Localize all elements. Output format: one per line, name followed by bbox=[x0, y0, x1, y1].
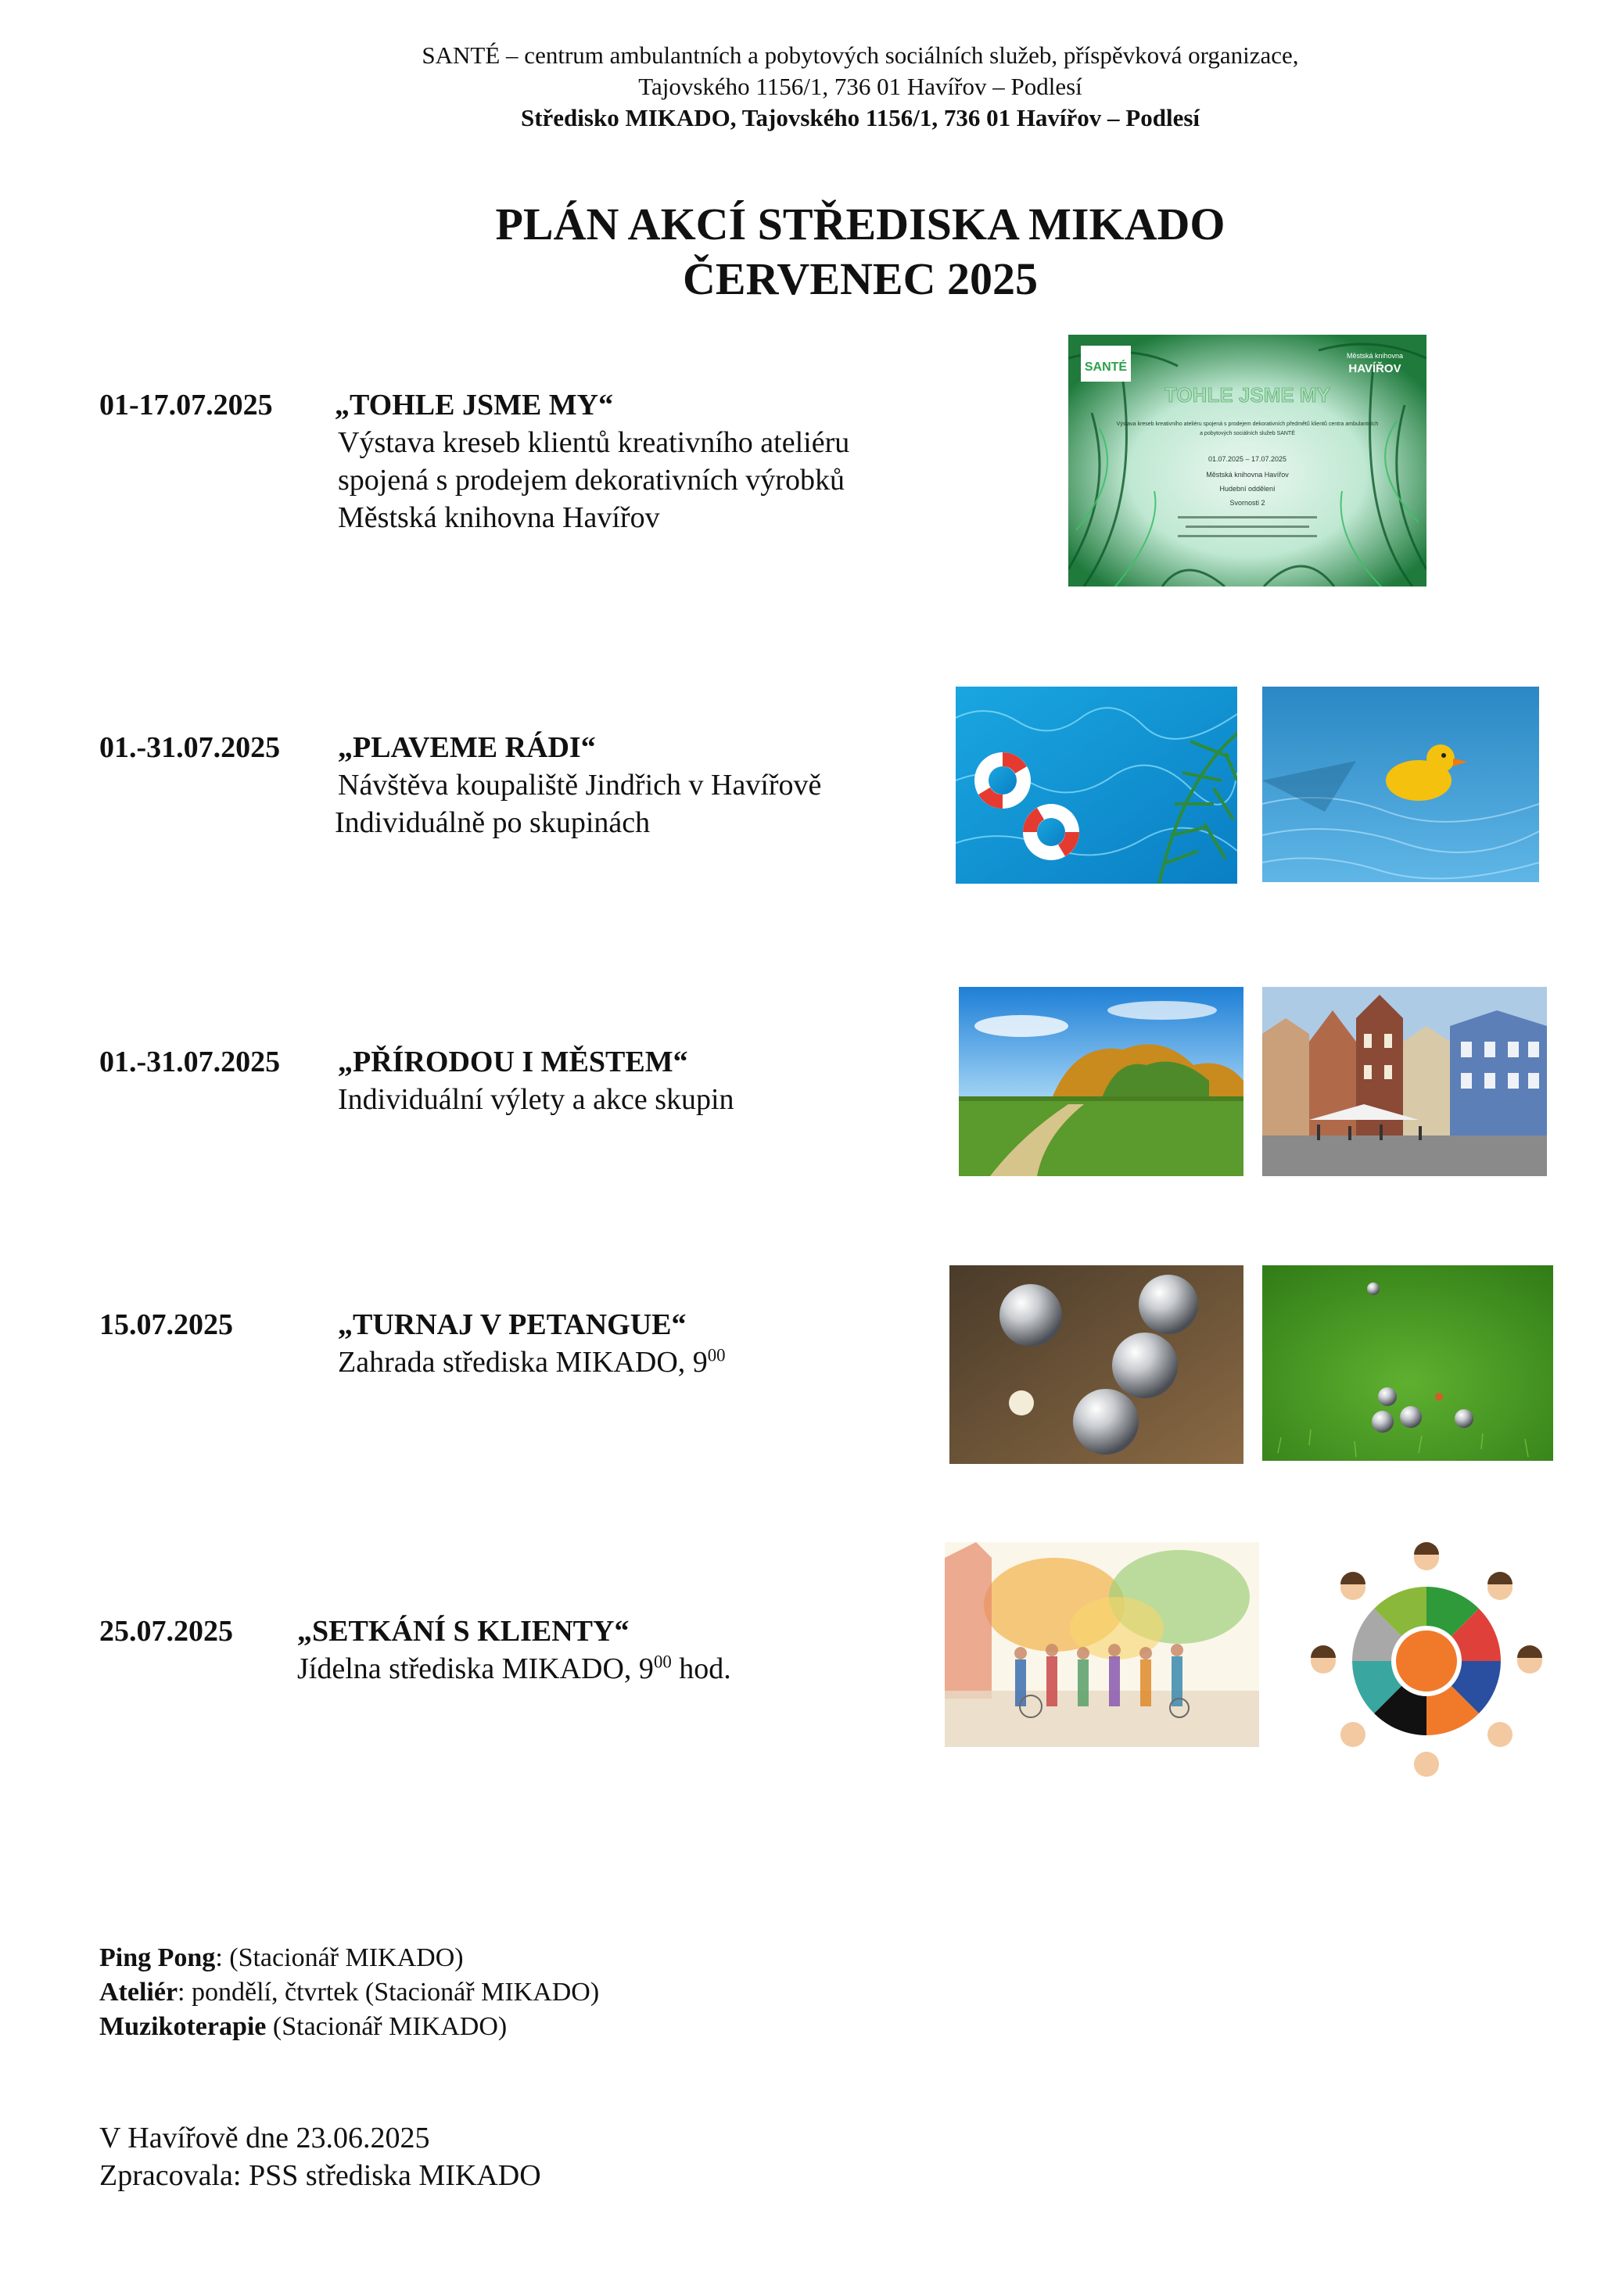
event-description: Výstava kreseb klientů kreativního ateliéru bbox=[338, 426, 850, 459]
header-center: Středisko MIKADO, Tajovského 1156/1, 736 01 Havířov – Podlesí bbox=[520, 104, 1200, 131]
event-title: „TURNAJ V PETANGUE“ bbox=[338, 1308, 687, 1341]
event-title: „PLAVEME RÁDI“ bbox=[338, 731, 596, 764]
event-date: 01-17.07.2025 bbox=[99, 389, 273, 422]
page-subtitle: ČERVENEC 2025 bbox=[683, 253, 1038, 304]
event-date: 25.07.2025 bbox=[99, 1615, 233, 1648]
event-title: „TOHLE JSME MY“ bbox=[335, 389, 614, 422]
old-town-square-image bbox=[1262, 987, 1547, 1176]
event-date: 15.07.2025 bbox=[99, 1308, 233, 1341]
exhibition-poster bbox=[1068, 335, 1426, 587]
page-title: PLÁN AKCÍ STŘEDISKA MIKADO bbox=[495, 199, 1225, 249]
place-and-date: V Havířově dne 23.06.2025 bbox=[99, 2122, 430, 2154]
event-description: Návštěva koupaliště Jindřich v Havířově bbox=[338, 769, 822, 802]
poster-place: Hudební oddělení bbox=[1219, 485, 1276, 493]
poster-logo-library: HAVÍŘOV bbox=[1348, 362, 1401, 375]
poster-place: Svornosti 2 bbox=[1229, 499, 1265, 507]
poster-heading: TOHLE JSME MY bbox=[1164, 383, 1330, 407]
event-location: Zahrada střediska MIKADO, $9^{00}$ bbox=[338, 1345, 726, 1379]
event-location: Městská knihovna Havířov bbox=[338, 501, 660, 534]
petanque-balls-on-grass-image bbox=[1262, 1265, 1553, 1461]
event-title: „PŘÍRODOU I MĚSTEM“ bbox=[338, 1046, 688, 1078]
activity-atelier: Ateliér: pondělí, čtvrtek (Stacionář MIKADO) bbox=[99, 1978, 600, 2007]
poster-text: Výstava kreseb kreativního ateliéru spojená s prodejem dekorativních předmětů klientů centra ambulantních bbox=[1116, 422, 1379, 427]
poster-logo-sante: SANTÉ bbox=[1084, 361, 1128, 374]
petanque-balls-on-gravel-image bbox=[949, 1265, 1243, 1464]
poster-text: a pobytových sociálních služeb SANTÉ bbox=[1200, 431, 1295, 436]
event-date: 01.-31.07.2025 bbox=[99, 1046, 281, 1078]
event-description: spojená s prodejem dekorativních výrobků bbox=[338, 464, 845, 497]
event-title: „SETKÁNÍ S KLIENTY“ bbox=[297, 1615, 630, 1648]
poster-dates: 01.07.2025 – 17.07.2025 bbox=[1208, 455, 1287, 463]
pool-with-swim-rings-image bbox=[956, 687, 1237, 884]
poster-place: Městská knihovna Havířov bbox=[1206, 471, 1289, 479]
rubber-duck-in-water-image bbox=[1262, 687, 1539, 882]
poster-logo-library-small: Městská knihovna bbox=[1346, 352, 1404, 360]
event-location: Jídelna střediska MIKADO, $9^{00}$ hod. bbox=[297, 1652, 731, 1685]
prepared-by: Zpracovala: PSS střediska MIKADO bbox=[99, 2159, 541, 2192]
header-address: Tajovského 1156/1, 736 01 Havířov – Podlesí bbox=[638, 73, 1082, 100]
header-organization: SANTÉ – centrum ambulantních a pobytových sociálních služeb, příspěvková organizace, bbox=[422, 41, 1299, 69]
event-description: Individuálně po skupinách bbox=[335, 806, 651, 839]
people-around-circle-image bbox=[1301, 1536, 1552, 1778]
countryside-path-with-trees-image bbox=[959, 987, 1243, 1176]
activity-ping-pong: Ping Pong: (Stacionář MIKADO) bbox=[99, 1943, 464, 1972]
watercolor-people-walking-image bbox=[945, 1542, 1259, 1747]
event-description: Individuální výlety a akce skupin bbox=[338, 1083, 734, 1116]
activity-music-therapy: Muzikoterapie (Stacionář MIKADO) bbox=[99, 2012, 508, 2041]
event-date: 01.-31.07.2025 bbox=[99, 731, 281, 764]
